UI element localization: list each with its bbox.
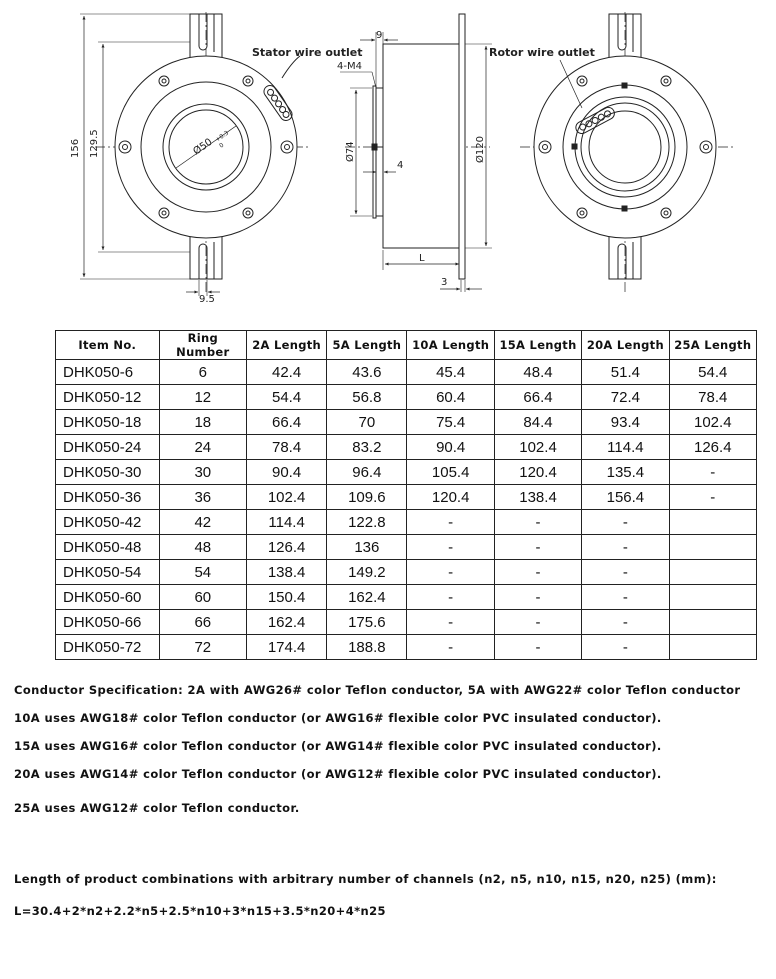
- dim-120: Ø120: [475, 136, 486, 163]
- table-cell: -: [669, 460, 756, 485]
- conductor-spec-line-2: 10A uses AWG18# color Teflon conductor (or AWG16# flexible color PVC insulated conductor).: [14, 711, 662, 725]
- table-row: [56, 585, 757, 610]
- item-number-cell: DHK050-42: [56, 510, 160, 535]
- item-number-cell: DHK050-12: [56, 385, 160, 410]
- dim-129-5: 129.5: [89, 129, 100, 158]
- table-cell: 78.4: [669, 385, 756, 410]
- table-cell: 138.4: [246, 560, 326, 585]
- table-row: [56, 610, 757, 635]
- table-cell: -: [582, 585, 669, 610]
- column-header: 20A Length: [582, 331, 669, 360]
- column-header: 5A Length: [327, 331, 407, 360]
- table-cell: 42.4: [246, 360, 326, 385]
- dim-74: Ø74: [345, 141, 356, 162]
- table-row: [56, 360, 757, 385]
- table-cell: 126.4: [669, 435, 756, 460]
- table-row: [56, 635, 757, 660]
- table-cell: 114.4: [246, 510, 326, 535]
- item-number-cell: DHK050-72: [56, 635, 160, 660]
- item-number-cell: DHK050-48: [56, 535, 160, 560]
- table-cell: -: [494, 560, 581, 585]
- table-cell: 72: [159, 635, 246, 660]
- table-cell: 66.4: [246, 410, 326, 435]
- table-cell: 66: [159, 610, 246, 635]
- length-formula-intro: Length of product combinations with arbitrary number of channels (n2, n5, n10, n15, n20, n25) (mm):: [14, 872, 717, 886]
- item-number-cell: DHK050-18: [56, 410, 160, 435]
- table-cell: -: [582, 560, 669, 585]
- table-cell: 136: [327, 535, 407, 560]
- table-cell: 43.6: [327, 360, 407, 385]
- conductor-spec-line-3: 15A uses AWG16# color Teflon conductor (or AWG14# flexible color PVC insulated conductor).: [14, 739, 662, 753]
- table-cell: 138.4: [494, 485, 581, 510]
- table-row: [56, 385, 757, 410]
- table-cell: 120.4: [494, 460, 581, 485]
- table-cell: -: [582, 510, 669, 535]
- table-cell: 66.4: [494, 385, 581, 410]
- table-cell: 102.4: [246, 485, 326, 510]
- table-cell: 60.4: [407, 385, 494, 410]
- table-cell: 60: [159, 585, 246, 610]
- table-cell: [669, 560, 756, 585]
- dim-50-tolerance-upper: +0.3: [214, 129, 231, 144]
- dim-156: 156: [70, 138, 81, 158]
- technical-drawing: [0, 0, 776, 305]
- item-number-cell: DHK050-36: [56, 485, 160, 510]
- table-cell: 126.4: [246, 535, 326, 560]
- table-cell: 93.4: [582, 410, 669, 435]
- table-cell: [669, 535, 756, 560]
- table-cell: 122.8: [327, 510, 407, 535]
- table-row: [56, 485, 757, 510]
- table-cell: [669, 610, 756, 635]
- item-number-cell: DHK050-24: [56, 435, 160, 460]
- table-cell: 162.4: [327, 585, 407, 610]
- dim-9-5: 9.5: [199, 294, 215, 305]
- table-cell: 175.6: [327, 610, 407, 635]
- column-header: 25A Length: [669, 331, 756, 360]
- table-cell: -: [582, 535, 669, 560]
- table-row: [56, 460, 757, 485]
- column-header: 10A Length: [407, 331, 494, 360]
- table-cell: 102.4: [494, 435, 581, 460]
- dim-4-m4: 4-M4: [337, 61, 362, 72]
- table-cell: 12: [159, 385, 246, 410]
- table-cell: 90.4: [246, 460, 326, 485]
- table-cell: -: [407, 560, 494, 585]
- table-cell: 174.4: [246, 635, 326, 660]
- dim-50-tolerance-lower: 0: [218, 141, 226, 150]
- item-number-cell: DHK050-30: [56, 460, 160, 485]
- table-cell: 42: [159, 510, 246, 535]
- column-header: 15A Length: [494, 331, 581, 360]
- dim-l: L: [419, 253, 425, 264]
- table-cell: 84.4: [494, 410, 581, 435]
- dim-4: 4: [397, 160, 404, 171]
- item-number-cell: DHK050-60: [56, 585, 160, 610]
- column-header: Ring Number: [159, 331, 246, 360]
- stator-wire-outlet-label: Stator wire outlet: [252, 46, 363, 59]
- table-cell: -: [494, 585, 581, 610]
- table-cell: 30: [159, 460, 246, 485]
- item-number-cell: DHK050-6: [56, 360, 160, 385]
- table-row: [56, 410, 757, 435]
- table-cell: -: [582, 610, 669, 635]
- table-cell: 45.4: [407, 360, 494, 385]
- table-cell: 18: [159, 410, 246, 435]
- table-cell: [669, 585, 756, 610]
- table-cell: 188.8: [327, 635, 407, 660]
- table-cell: -: [582, 635, 669, 660]
- table-cell: 83.2: [327, 435, 407, 460]
- table-cell: 48.4: [494, 360, 581, 385]
- table-cell: 102.4: [669, 410, 756, 435]
- table-cell: 114.4: [582, 435, 669, 460]
- rotor-wire-outlet-label: Rotor wire outlet: [489, 46, 595, 59]
- table-row: [56, 560, 757, 585]
- table-cell: 149.2: [327, 560, 407, 585]
- table-cell: 54: [159, 560, 246, 585]
- conductor-spec-line-5: 25A uses AWG12# color Teflon conductor.: [14, 801, 300, 815]
- table-cell: -: [407, 610, 494, 635]
- table-row: [56, 435, 757, 460]
- dim-50: Ø50: [191, 136, 215, 158]
- table-cell: 75.4: [407, 410, 494, 435]
- table-cell: 54.4: [246, 385, 326, 410]
- table-cell: 96.4: [327, 460, 407, 485]
- table-cell: 120.4: [407, 485, 494, 510]
- dim-9: 9: [376, 30, 383, 41]
- item-number-cell: DHK050-66: [56, 610, 160, 635]
- table-cell: 56.8: [327, 385, 407, 410]
- table-cell: 105.4: [407, 460, 494, 485]
- table-cell: 150.4: [246, 585, 326, 610]
- table-cell: [669, 510, 756, 535]
- table-cell: 135.4: [582, 460, 669, 485]
- table-cell: 51.4: [582, 360, 669, 385]
- column-header: 2A Length: [246, 331, 326, 360]
- table-cell: -: [407, 510, 494, 535]
- table-cell: 36: [159, 485, 246, 510]
- table-cell: 54.4: [669, 360, 756, 385]
- table-cell: 109.6: [327, 485, 407, 510]
- table-cell: 48: [159, 535, 246, 560]
- table-row: [56, 510, 757, 535]
- dim-3: 3: [441, 277, 448, 288]
- conductor-spec-line-4: 20A uses AWG14# color Teflon conductor (or AWG12# flexible color PVC insulated conductor).: [14, 767, 662, 781]
- table-cell: 78.4: [246, 435, 326, 460]
- table-cell: -: [494, 610, 581, 635]
- table-cell: -: [494, 535, 581, 560]
- column-header: Item No.: [56, 331, 160, 360]
- table-header-row: [56, 331, 757, 360]
- table-cell: -: [494, 635, 581, 660]
- conductor-spec-line-1: Conductor Specification: 2A with AWG26# color Teflon conductor, 5A with AWG22# color Teflon conductor: [14, 683, 741, 697]
- table-cell: -: [407, 535, 494, 560]
- table-cell: -: [407, 635, 494, 660]
- item-number-cell: DHK050-54: [56, 560, 160, 585]
- table-cell: 70: [327, 410, 407, 435]
- side-view: [340, 14, 492, 292]
- table-cell: 72.4: [582, 385, 669, 410]
- specification-table: [55, 330, 757, 660]
- table-cell: [669, 635, 756, 660]
- table-cell: -: [669, 485, 756, 510]
- table-row: [56, 535, 757, 560]
- table-cell: 90.4: [407, 435, 494, 460]
- table-cell: 24: [159, 435, 246, 460]
- table-cell: -: [494, 510, 581, 535]
- table-cell: 156.4: [582, 485, 669, 510]
- table-cell: -: [407, 585, 494, 610]
- table-cell: 6: [159, 360, 246, 385]
- table-cell: 162.4: [246, 610, 326, 635]
- length-formula: L=30.4+2*n2+2.2*n5+2.5*n10+3*n15+3.5*n20+4*n25: [14, 904, 386, 918]
